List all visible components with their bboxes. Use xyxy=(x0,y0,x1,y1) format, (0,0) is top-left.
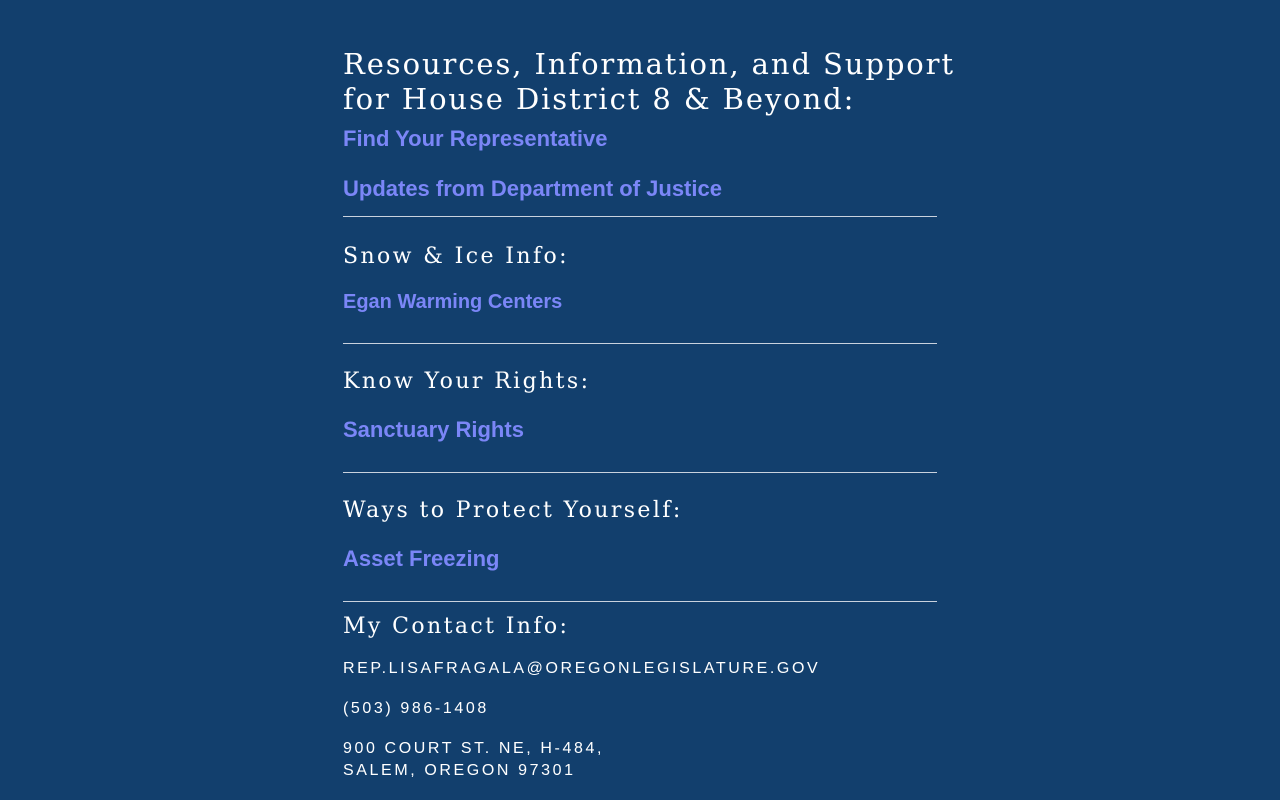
contact-info-heading: My Contact Info: xyxy=(343,614,570,639)
contact-email: REP.LISAFRAGALA@OREGONLEGISLATURE.GOV xyxy=(343,660,821,677)
find-representative-link[interactable]: Find Your Representative xyxy=(343,126,608,151)
divider xyxy=(343,601,937,602)
page-title-line-2: for House District 8 & Beyond: xyxy=(343,82,856,116)
contact-phone: (503) 986-1408 xyxy=(343,700,489,717)
divider xyxy=(343,472,937,473)
asset-freezing-link[interactable]: Asset Freezing xyxy=(343,546,500,571)
sanctuary-rights-link[interactable]: Sanctuary Rights xyxy=(343,417,524,442)
page-title xyxy=(343,47,955,117)
doj-updates-link[interactable]: Updates from Department of Justice xyxy=(343,176,722,201)
snow-ice-heading: Snow & Ice Info: xyxy=(343,244,569,269)
address-line-1: 900 COURT ST. NE, H-484, xyxy=(343,740,604,757)
warming-centers-link[interactable]: Egan Warming Centers xyxy=(343,291,563,313)
protect-yourself-heading: Ways to Protect Yourself: xyxy=(343,498,683,523)
address-line-2: SALEM, OREGON 97301 xyxy=(343,762,576,779)
page-title-line-1: Resources, Information, and Support xyxy=(343,47,955,81)
contact-address xyxy=(343,738,604,782)
know-rights-heading: Know Your Rights: xyxy=(343,369,591,394)
divider xyxy=(343,216,937,217)
divider xyxy=(343,343,937,344)
